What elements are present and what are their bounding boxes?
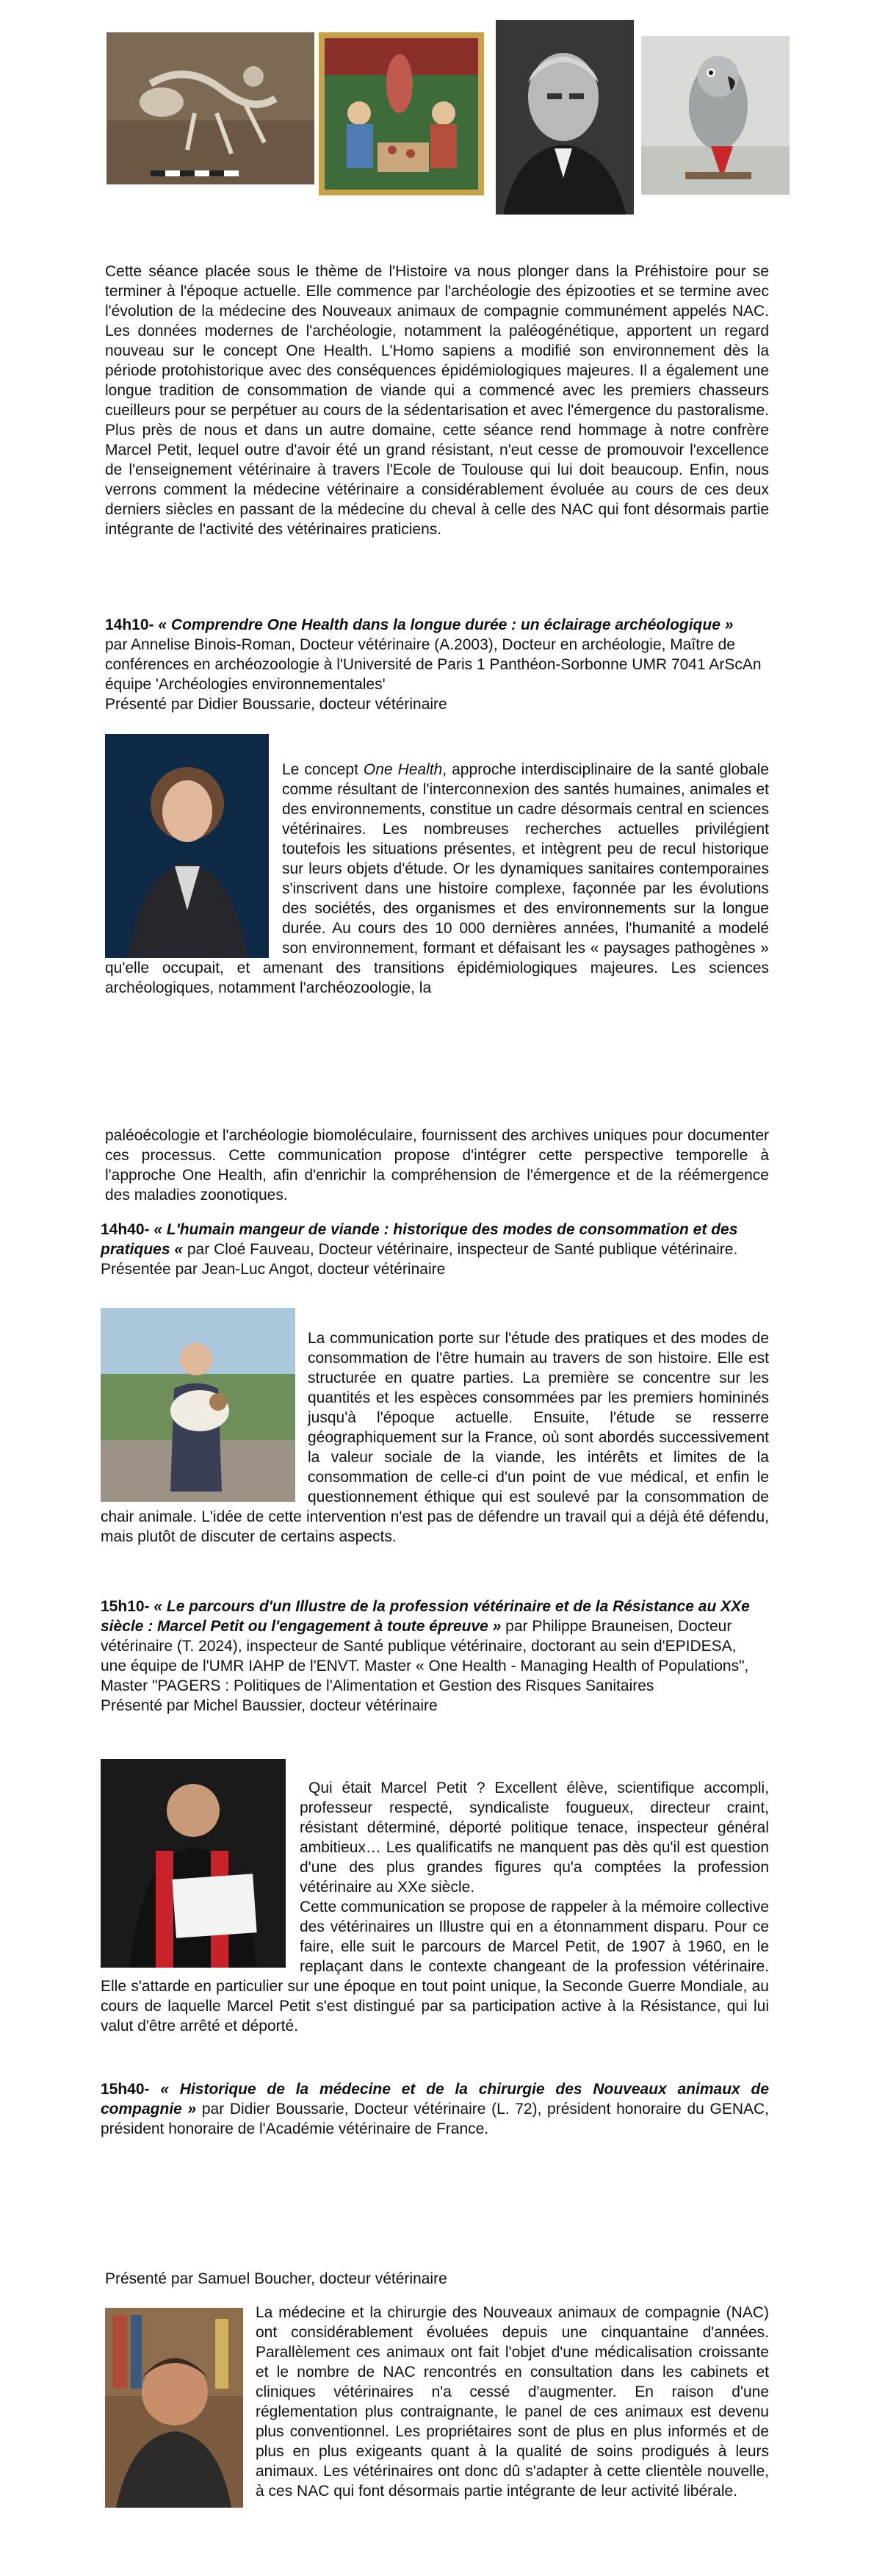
talk-4-presenter: Présenté par Samuel Boucher, docteur vétérinaire — [105, 2270, 447, 2287]
talk-1-heading — [105, 615, 769, 714]
talk-2-heading — [101, 1220, 765, 1279]
talk-4-title: « Historique de la médecine et de la chirurgie des Nouveaux animaux de compagnie » — [101, 2081, 769, 2118]
talk-1-time: 14h10- — [105, 616, 154, 633]
talk-4-abstract: La médecine et la chirurgie des Nouveaux animaux de compagnie (NAC) ont considérablement évoluées depuis une cinquantaine d'années. Parallèlement ces animaux ont fait l'objet d'une médicalisation croissante et le nombre de NAC rencontrés en consultation dans les cabinets et cliniques vétérinaires n'a cessé d'augmenter. En raison d'une réglementation plus contraignante, le panel de ces animaux est devenu plus conventionnel. Les propriétaires sont de plus en plus informés et de plus en plus exigeants quant à la qualité de soins prodigués à leurs animaux. Les vétérinaires ont donc dû s'adapter à cette clientèle nouvelle, à ces NAC qui font désormais partie intégrante de leur activité libérale. — [256, 2304, 769, 2500]
talk-3-heading — [101, 1597, 765, 1716]
intro-paragraph: Cette séance placée sous le thème de l'Histoire va nous plonger dans la Préhistoire pour se terminer à l'époque actuelle. Elle commence par l'archéologie des épizooties et se termine avec l'évolution de la médecine des Nouveaux animaux de compagnie communément appelés NAC. Les données modernes de l'archéologie, notamment la paléogénétique, apportent un regard nouveau sur le concept One Health. L'Homo sapiens a modifié son environnement dès la période protohistorique avec des conséquences épidémiologiques majeures. Il a également une longue tradition de consommation de viande qui a commencé avec les premiers chasseurs cueilleurs pour se perpétuer au cours de la sédentarisation et avec l'émergence du pastoralisme. Plus près de nous et dans un autre domaine, cette séance rend hommage à notre confrère Marcel Petit, lequel outre d'avoir été un grand résistant, n'eut cesse de promouvoir l'excellence de l'enseignement vétérinaire à travers l'Ecole de Toulouse qui lui doit beaucoup. Enfin, nous verrons comment la médecine vétérinaire a considérablement évoluée au cours de ces deux derniers siècles en passant de la médecine du cheval à celle des NAC qui font désormais partie intégrante de l'activité des vétérinaires praticiens. — [105, 263, 769, 538]
talk-1-speaker: par Annelise Binois-Roman, Docteur vétérinaire (A.2003), Docteur en archéologie, Maître de conférences en archéozoologie à l'Université de Paris 1 Panthéon-Sorbonne UMR 7041 ArScAn équipe 'Archéologies environnementales' — [105, 636, 762, 693]
talk-1-abstract-continued: paléoécologie et l'archéologie biomoléculaire, fournissent des archives uniques pour documenter ces processus. Cette communication propose d'intégrer cette perspective temporelle à l'approche One Health, afin d'enrichir la compréhension de l'émergence et de la réémergence des maladies zoonotiques. — [105, 1127, 769, 1204]
talk-1-title: « Comprendre One Health dans la longue durée : un éclairage archéologique » — [158, 616, 734, 633]
talk-2-presenter: Présentée par Jean-Luc Angot, docteur vétérinaire — [101, 1261, 446, 1278]
talk-2-abstract: La communication porte sur l'étude des pratiques et des modes de consommation de l'être humain au travers de son histoire. Elle est structurée en quatre parties. La première se concentre sur les quantités et les espèces consommées par les premiers homininés jusqu'à l'époque actuelle. Ensuite, l'étude se resserre géographiquement sur la France, où sont abordés successivement la valeur sociale de la viande, les intérêts et limites de la consommation de celle-ci d'un point de vue médical, et enfin le questionnement éthique qui est soulevé par la consommation de chair animale. L'idée de cette intervention n'est pas de défendre un travail qui a déjà été défendu, mais plutôt de discuter de certains aspects. — [101, 1330, 769, 1545]
talk-4-heading — [101, 2079, 769, 2139]
talk-2-speaker: par Cloé Fauveau, Docteur vétérinaire, inspecteur de Santé publique vétérinaire. — [183, 1241, 738, 1258]
talk-2-title: « L'humain mangeur de viande : historique des modes de consommation et des pratiques « — [101, 1221, 738, 1258]
grey-parrot-photo — [641, 36, 790, 195]
talk-1-presenter: Présenté par Didier Boussarie, docteur vétérinaire — [105, 696, 447, 713]
talk-4-speaker: par Didier Boussarie, Docteur vétérinaire (L. 72), président honoraire du GENAC, président honoraire de l'Académie vétérinaire de France. — [101, 2101, 769, 2137]
talk-3-abstract: Qui était Marcel Petit ? Excellent élève, scientifique accompli, professeur respecté, syndicaliste fougueux, directeur craint, résistant déterminé, déporté politique tenace, inspecteur général ambitieux… Les qualificatifs ne manquent pas dès qu'il est question d'une des plus grandes figures qu'a comptées la profession vétérinaire au XXe siècle. Cette communication se propose de rappeler à la mémoire collective des vétérinaires un Illustre qui en a étonnamment disparu. Pour ce faire, elle suit le parcours de Marcel Petit, de 1907 à 1960, en le replaçant dans le contexte changeant de la profession vétérinaire. Elle s'attarde en particulier sur une époque en tout point unique, la Seconde Guerre Mondiale, au cours de laquelle Marcel Petit s'est distingué par sa participation active à la Résistance, qui lui valut d'être arrêté et déporté. — [101, 1780, 769, 2034]
talk-3-presenter: Présenté par Michel Baussier, docteur vétérinaire — [101, 1697, 438, 1714]
talk-4-time: 15h40- — [101, 2081, 150, 2098]
talk-3-time: 15h10- — [101, 1598, 150, 1615]
talk-3-speaker: par Philippe Brauneisen, Docteur vétérinaire (T. 2024), inspecteur de Santé publique vétérinaire, doctorant au sein d'EPIDESA, une équipe de l'UMR IAHP de l'ENVT. Master « One Health - Managing Health of Populations", Master "PAGERS : Politiques de l'Alimentation et Gestion des Risques Sanitaires — [101, 1618, 749, 1694]
archaeological-skeleton-photo — [106, 32, 314, 184]
marcel-petit-portrait — [496, 20, 634, 215]
talk-2-time: 14h40- — [101, 1221, 150, 1238]
medieval-butcher-miniature — [319, 32, 484, 195]
talk-3-title: « Le parcours d'un Illustre de la profession vétérinaire et de la Résistance au XXe siècle : Marcel Petit ou l'engagement à toute épreuve » — [101, 1598, 750, 1635]
talk-1-abstract: Le concept One Health, approche interdisciplinaire de la santé globale comme résultant de l'interconnexion des santés humaines, animales et des environnements, constitue un cadre désormais central en sciences vétérinaires. Les nombreuses recherches actuelles privilégient toutefois les situations présentes, et intègrent peu de recul historique sur leurs objets d'étude. Or les dynamiques sanitaires contemporaines s'inscrivent dans une histoire complexe, façonnée par les évolutions des sociétés, des organismes et des environnements sur la longue durée. Au cours des 10 000 dernières années, l'humanité a modelé son environnement, formant et défaisant les « paysages pathogènes » qu'elle occupait, et amenant des transitions épidémiologiques majeures. Les sciences archéologiques, notamment l'archéozoologie, la — [105, 761, 769, 996]
